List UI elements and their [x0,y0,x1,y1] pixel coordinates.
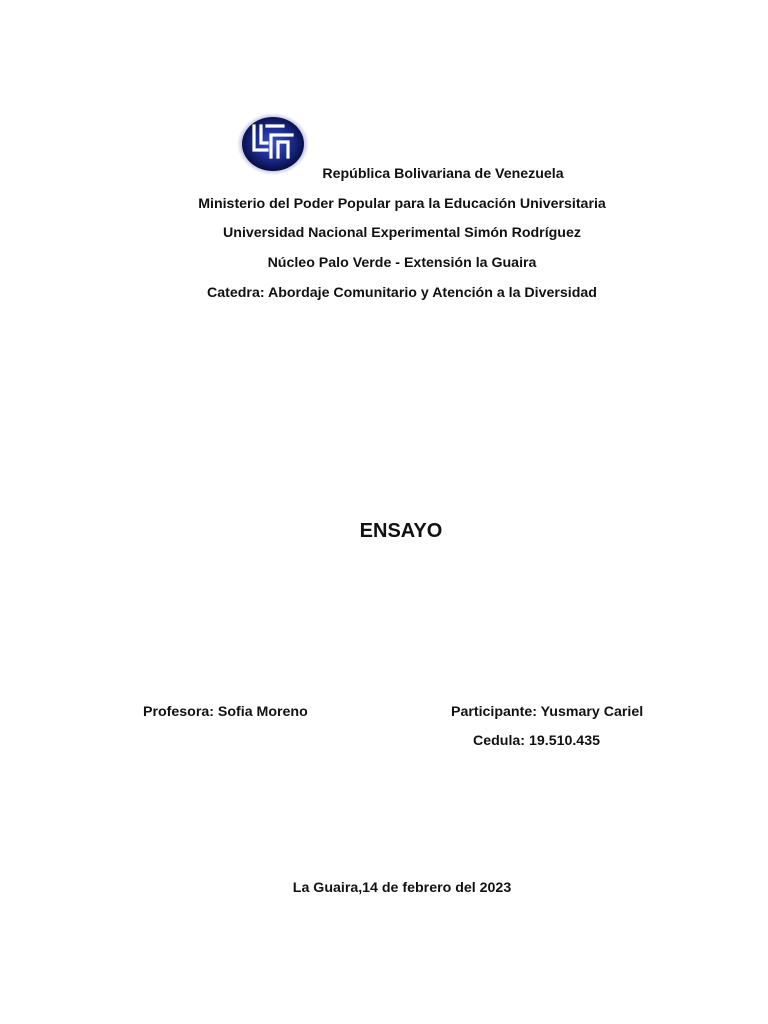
teacher-name: Profesora: Sofia Moreno [143,704,308,720]
header-line-ministry: Ministerio del Poder Popular para la Educación Universitaria [198,196,606,212]
participant-name: Participante: Yusmary Cariel [451,704,644,720]
header-line-republic: República Bolivariana de Venezuela [322,166,564,182]
participant-id: Cedula: 19.510.435 [473,733,600,749]
place-and-date: La Guaira,14 de febrero del 2023 [292,880,512,896]
header-line-course: Catedra: Abordaje Comunitario y Atención a la Diversidad [207,285,597,301]
header-line-university: Universidad Nacional Experimental Simón Rodríguez [223,225,581,241]
document-title: ENSAYO [359,520,443,542]
header-line-campus: Núcleo Palo Verde - Extensión la Guaira [267,255,537,271]
